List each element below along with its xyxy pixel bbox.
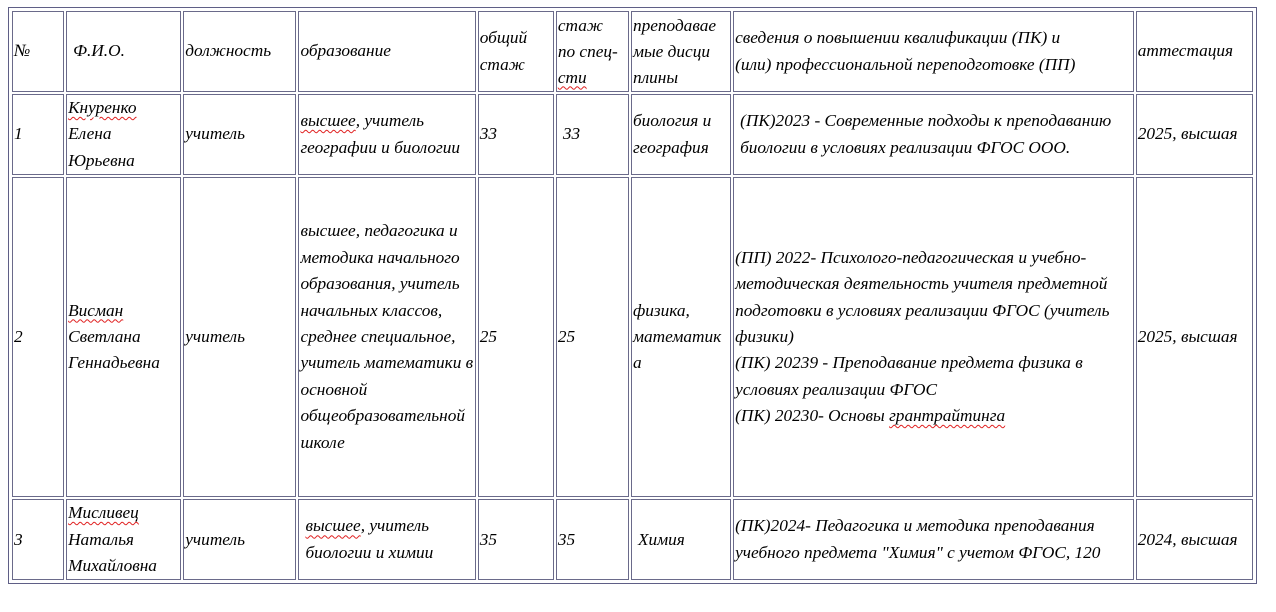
cell-subjects: биология и география [631, 94, 731, 175]
cell-education: высшее, педагогика и методика начального образования, учитель начальных классов, среднее специальное, учитель математики в основной общеобразовательной школе [298, 177, 475, 497]
table-row [12, 499, 1253, 580]
cell-position: учитель [183, 94, 296, 175]
cell-position: учитель [183, 177, 296, 497]
cell-attestation: 2024, высшая [1136, 499, 1253, 580]
header-row [12, 11, 1253, 92]
cell-position: учитель [183, 499, 296, 580]
cell-attestation: 2025, высшая [1136, 177, 1253, 497]
cell-num: 3 [12, 499, 64, 580]
cell-fio: Кнуренко Елена Юрьевна [66, 94, 181, 175]
header-num: № [12, 11, 64, 92]
staff-table-frame [8, 7, 1257, 584]
cell-education: высшее, учитель биологии и химии [298, 499, 475, 580]
cell-num: 2 [12, 177, 64, 497]
cell-subjects: Химия [631, 499, 731, 580]
header-fio: Ф.И.О. [66, 11, 181, 92]
header-qualification: сведения о повышении квалификации (ПК) и (или) профессиональной переподготовке (ПП) [733, 11, 1134, 92]
header-subjects: преподавае мые дисци плины [631, 11, 731, 92]
cell-qualification: (ПК)2024- Педагогика и методика преподавания учебного предмета "Химия" с учетом ФГОС, 120 [733, 499, 1134, 580]
cell-qualification: (ПП) 2022- Психолого-педагогическая и учебно-методическая деятельность учителя предметной подготовки в условиях реализации ФГОС (учитель физики) (ПК) 20239 - Преподавание предмета физика в условиях реализации ФГОС (ПК) 20230- Основы грантрайтинга [733, 177, 1134, 497]
header-total-exp: общий стаж [478, 11, 554, 92]
header-education: образование [298, 11, 475, 92]
table-row [12, 94, 1253, 175]
header-attestation: аттестация [1136, 11, 1253, 92]
cell-total-exp: 25 [478, 177, 554, 497]
cell-fio: Висман Светлана Геннадьевна [66, 177, 181, 497]
cell-num: 1 [12, 94, 64, 175]
cell-spec-exp: 25 [556, 177, 629, 497]
cell-subjects: физика, математика [631, 177, 731, 497]
cell-attestation: 2025, высшая [1136, 94, 1253, 175]
staff-table [10, 9, 1255, 582]
table-row [12, 177, 1253, 497]
cell-total-exp: 33 [478, 94, 554, 175]
cell-education: высшее, учитель географии и биологии [298, 94, 475, 175]
cell-spec-exp: 33 [556, 94, 629, 175]
cell-qualification: (ПК)2023 - Современные подходы к преподаванию биологии в условиях реализации ФГОС ООО. [733, 94, 1134, 175]
cell-total-exp: 35 [478, 499, 554, 580]
header-position: должность [183, 11, 296, 92]
cell-spec-exp: 35 [556, 499, 629, 580]
cell-fio: Мисливец Наталья Михайловна [66, 499, 181, 580]
header-spec-exp: стаж по спец- сти [556, 11, 629, 92]
